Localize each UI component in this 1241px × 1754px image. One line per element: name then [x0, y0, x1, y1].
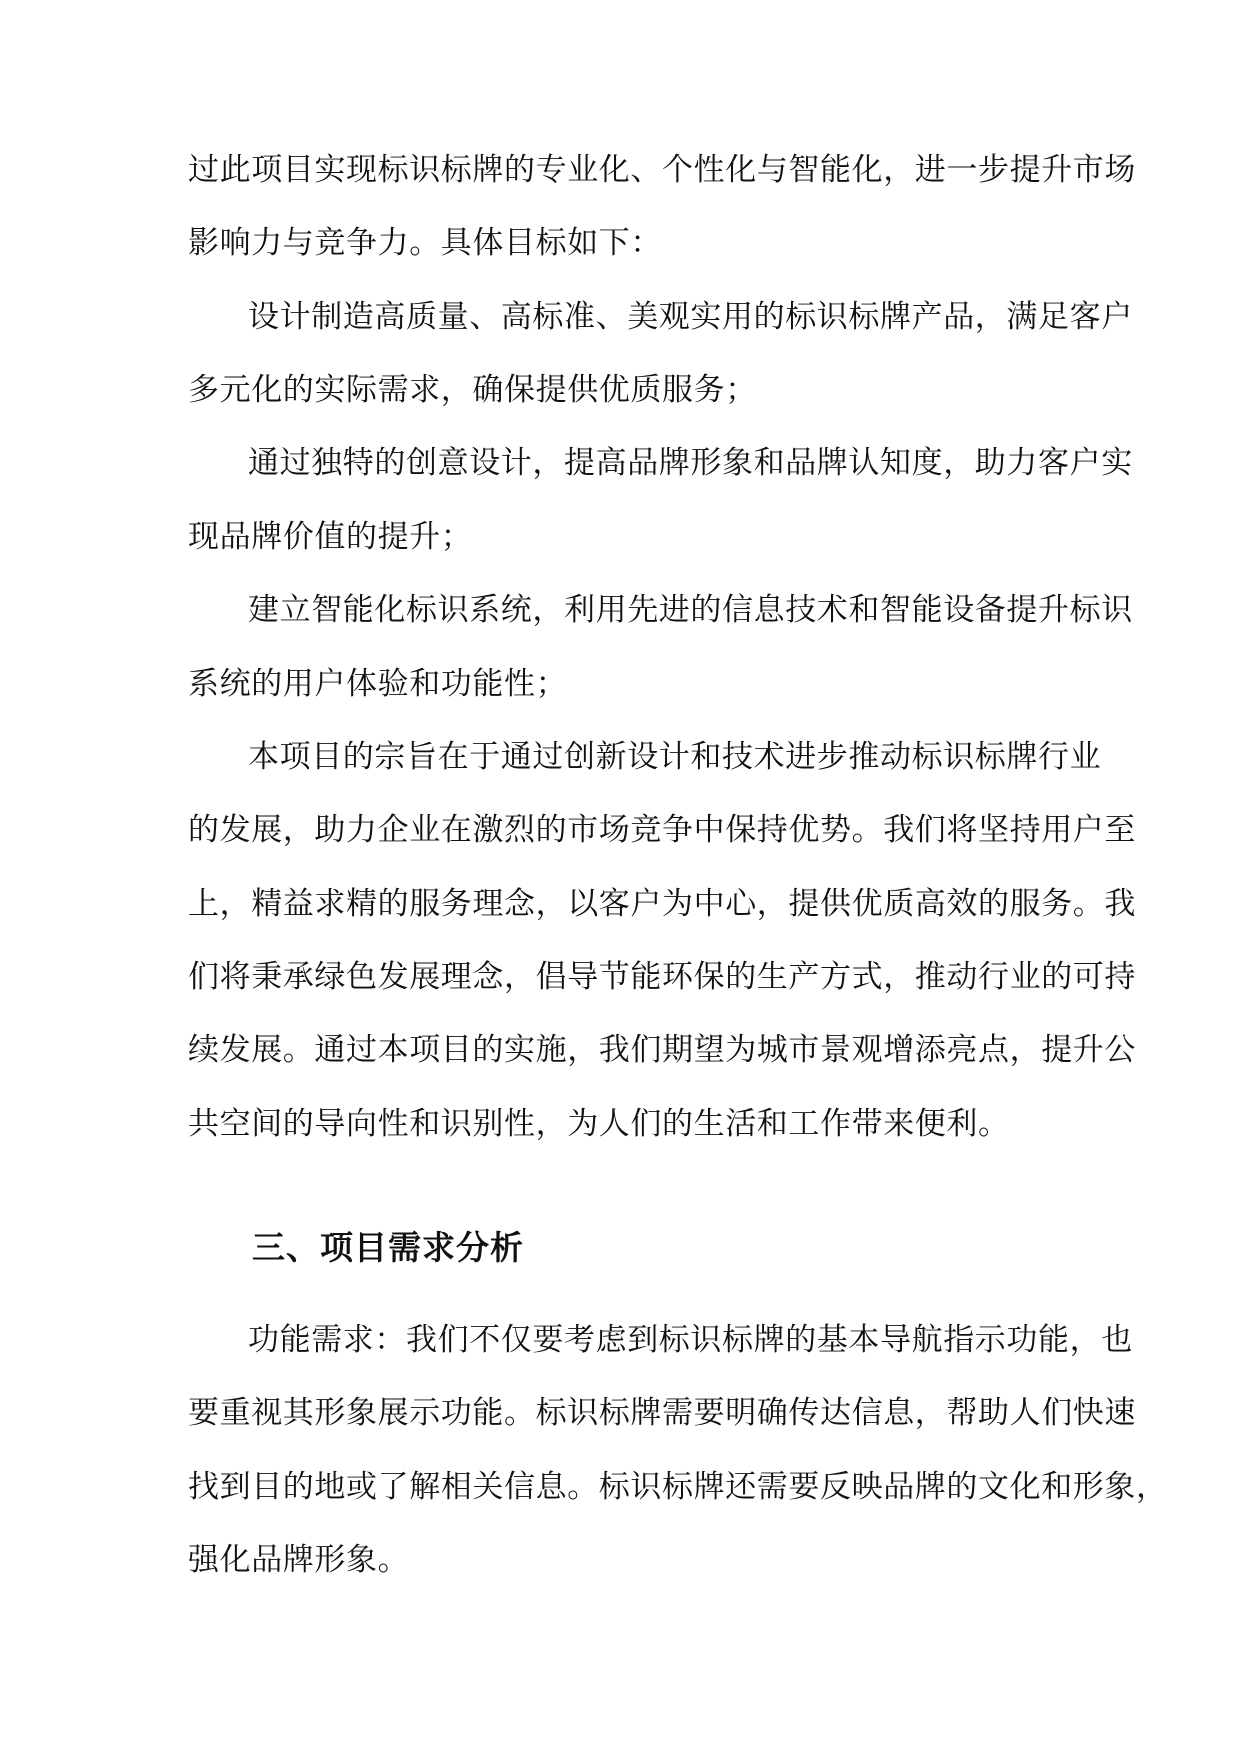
text-line: 们将秉承绿色发展理念，倡导节能环保的生产方式，推动行业的可持 [188, 959, 1136, 995]
text-line: 设计制造高质量、高标准、美观实用的标识标牌产品，满足客户 [248, 299, 1133, 335]
text-line: 通过独特的创意设计，提高品牌形象和品牌认知度，助力客户实 [248, 445, 1133, 481]
text-line: 建立智能化标识系统，利用先进的信息技术和智能设备提升标识 [248, 592, 1133, 628]
text-line: 现品牌价值的提升； [188, 519, 473, 555]
text-line: 过此项目实现标识标牌的专业化、个性化与智能化，进一步提升市场 [188, 152, 1136, 188]
text-line: 要重视其形象展示功能。标识标牌需要明确传达信息，帮助人们快速 [188, 1395, 1136, 1431]
text-line: 上，精益求精的服务理念，以客户为中心，提供优质高效的服务。我 [188, 886, 1136, 922]
text-line: 续发展。通过本项目的实施，我们期望为城市景观增添亮点，提升公 [188, 1032, 1136, 1068]
text-line: 找到目的地或了解相关信息。标识标牌还需要反映品牌的文化和形象， [188, 1469, 1168, 1505]
text-line: 共空间的导向性和识别性，为人们的生活和工作带来便利。 [188, 1106, 1010, 1142]
text-line: 强化品牌形象。 [188, 1542, 410, 1578]
text-line: 多元化的实际需求，确保提供优质服务； [188, 372, 757, 408]
text-line: 的发展，助力企业在激烈的市场竞争中保持优势。我们将坚持用户至 [188, 812, 1136, 848]
section-heading: 三、项目需求分析 [252, 1228, 524, 1267]
text-line: 功能需求：我们不仅要考虑到标识标牌的基本导航指示功能，也 [248, 1322, 1133, 1358]
text-line: 本项目的宗旨在于通过创新设计和技术进步推动标识标牌行业 [248, 739, 1102, 775]
text-line: 系统的用户体验和功能性； [188, 666, 568, 702]
text-line: 影响力与竞争力。具体目标如下： [188, 225, 662, 261]
